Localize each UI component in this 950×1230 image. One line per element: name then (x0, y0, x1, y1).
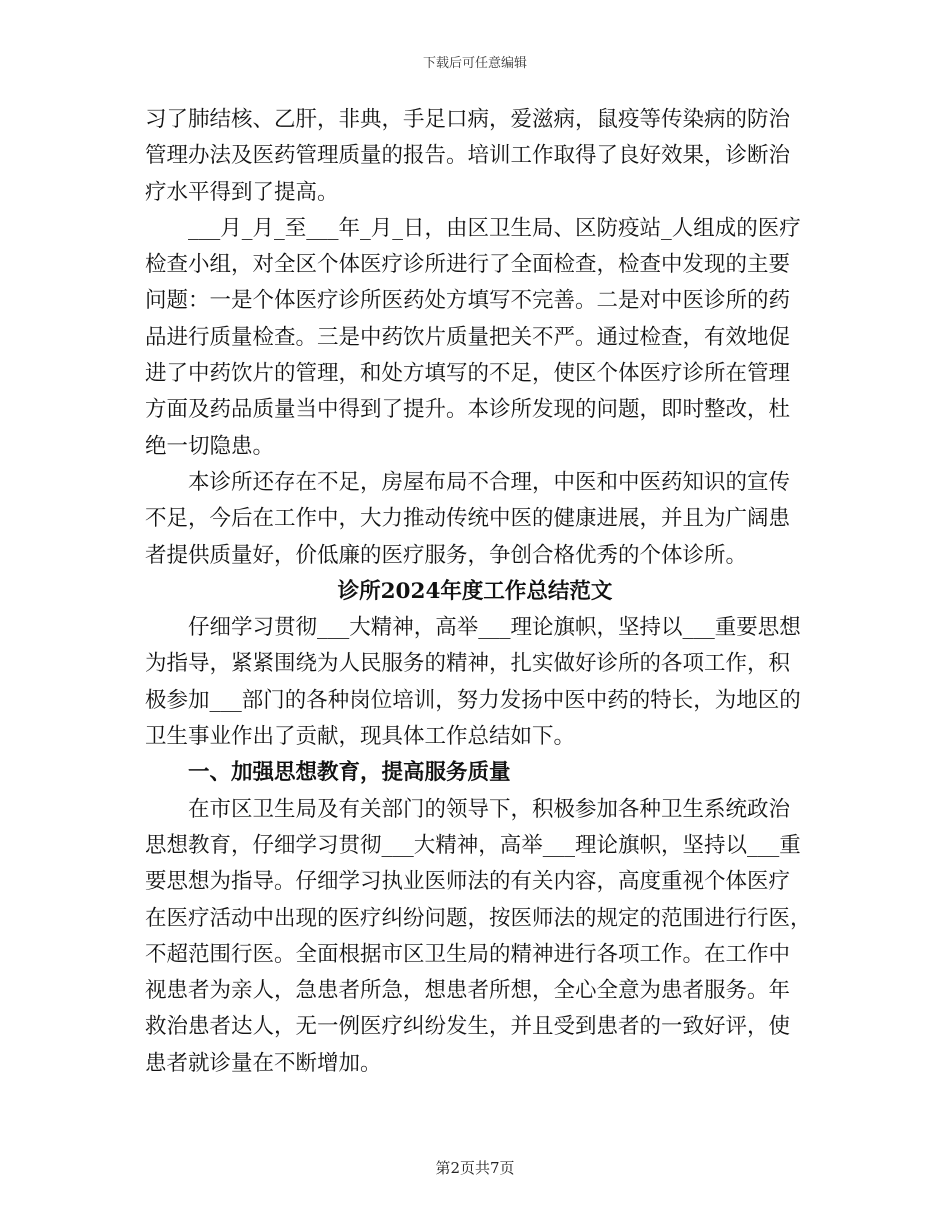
text-line: 绝一切隐患。 (145, 433, 275, 459)
paragraph-first-line: 本诊所还存在不足，房屋布局不合理，中医和中医药知识的宣传 (188, 469, 791, 495)
text-line: 品进行质量检查。三是中药饮片质量把关不严。通过检查，有效地促 (145, 324, 791, 350)
paragraph-first-line: ___月_月_至___年_月_日，由区卫生局、区防疫站_人组成的医疗 (188, 215, 801, 241)
text-line: 思想教育，仔细学习贯彻___大精神，高举___理论旗帜，坚持以___重 (145, 832, 801, 858)
text-line: 管理办法及医药管理质量的报告。培训工作取得了良好效果，诊断治 (145, 143, 791, 169)
text-line: 视患者为亲人，急患者所急，想患者所想，全心全意为患者服务。年 (145, 978, 791, 1004)
text-line: 要思想为指导。仔细学习执业医师法的有关内容，高度重视个体医疗 (145, 869, 791, 895)
paragraph-first-line: 在市区卫生局及有关部门的领导下，积极参加各种卫生系统政治 (188, 796, 791, 822)
text-line: 不足，今后在工作中，大力推动传统中医的健康进展，并且为广阔患 (145, 506, 791, 532)
paragraph-first-line: 仔细学习贯彻___大精神，高举___理论旗帜，坚持以___重要思想 (188, 615, 801, 641)
text-line: 卫生事业作出了贡献，现具体工作总结如下。 (145, 724, 576, 750)
text-line: 检查小组，对全区个体医疗诊所进行了全面检查，检查中发现的主要 (145, 252, 791, 278)
text-line: 进了中药饮片的管理，和处方填写的不足，使区个体医疗诊所在管理 (145, 361, 791, 387)
text-line: 不超范围行医。全面根据市区卫生局的精神进行各项工作。在工作中 (145, 941, 791, 967)
text-line: 问题：一是个体医疗诊所医药处方填写不完善。二是对中医诊所的药 (145, 288, 791, 314)
document-title: 诊所2024年度工作总结范文 (337, 578, 613, 604)
page-header: 下载后可任意编辑 (422, 56, 527, 71)
document-body (145, 102, 812, 1082)
text-line: 习了肺结核、乙肝，非典，手足口病，爱滋病，鼠疫等传染病的防治 (145, 107, 791, 132)
text-line: 救治患者达人，无一例医疗纠纷发生，并且受到患者的一致好评，使 (145, 1014, 791, 1040)
text-line: 患者就诊量在不断增加。 (145, 1050, 382, 1076)
text-line: 疗水平得到了提高。 (145, 179, 339, 205)
text-line: 极参加___部门的各种岗位培训，努力发扬中医中药的特长，为地区的 (145, 687, 801, 713)
text-line: 者提供质量好，价低廉的医疗服务，争创合格优秀的个体诊所。 (145, 542, 748, 568)
text-line: 方面及药品质量当中得到了提升。本诊所发现的问题，即时整改，杜 (145, 397, 791, 423)
text-line: 为指导，紧紧围绕为人民服务的精神，扎实做好诊所的各项工作，积 (145, 651, 791, 677)
section-heading: 一、加强思想教育，提高服务质量 (188, 760, 511, 786)
page-number: 第2页共7页 (435, 1159, 515, 1177)
text-line: 在医疗活动中出现的医疗纠纷问题，按医师法的规定的范围进行行医， (145, 905, 812, 931)
